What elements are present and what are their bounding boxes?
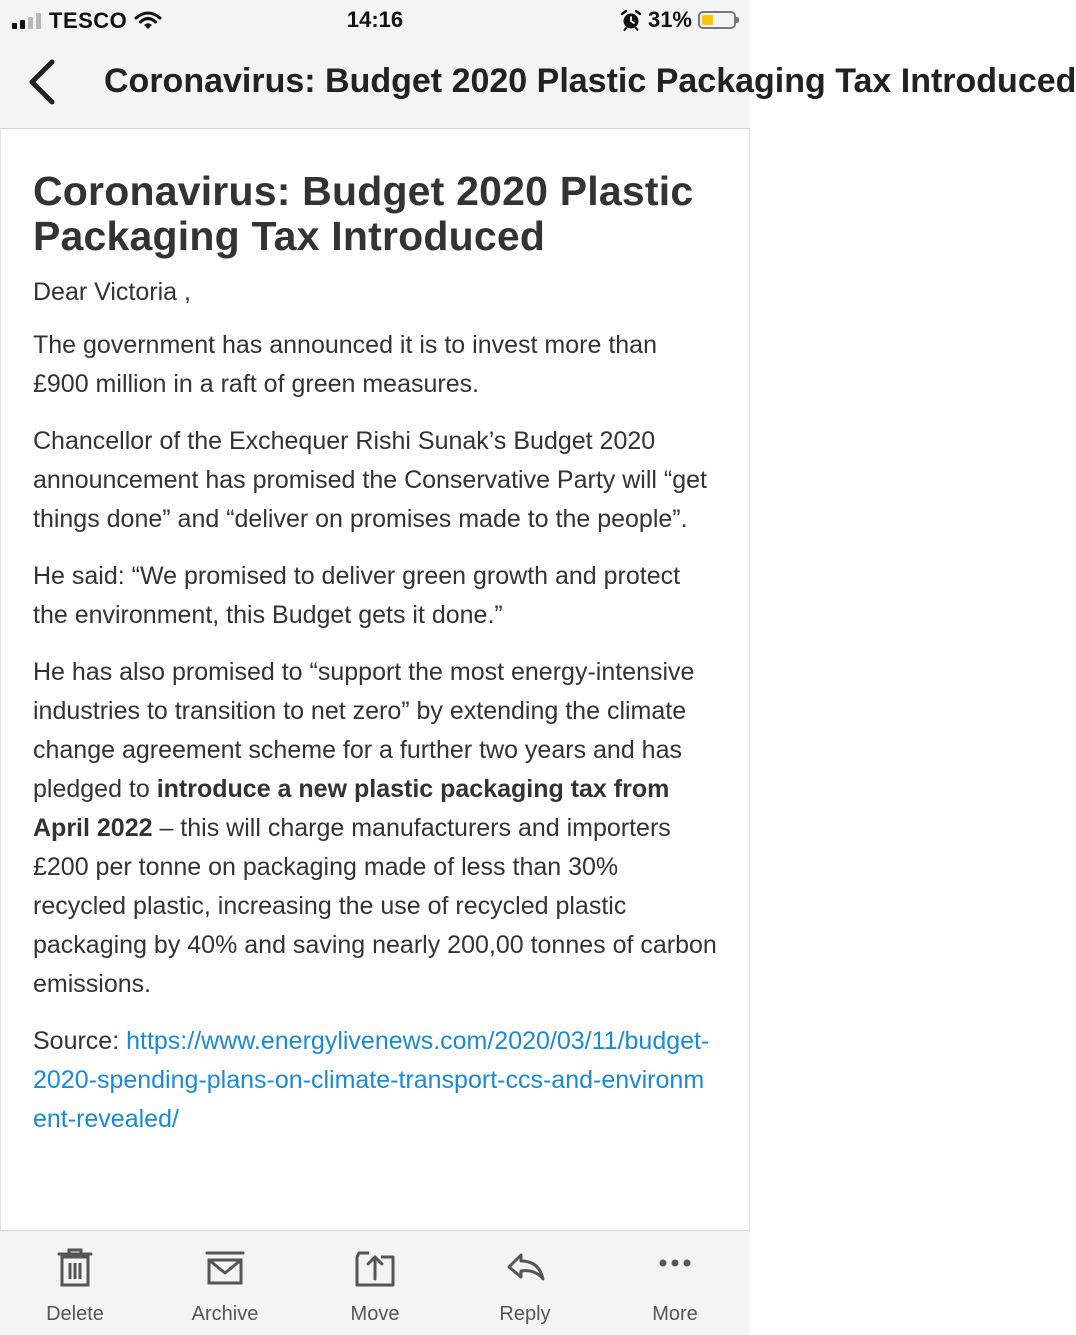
content-border-left bbox=[0, 129, 1, 1230]
more-label: More bbox=[652, 1303, 698, 1325]
move-label: Move bbox=[350, 1303, 400, 1325]
carrier-name: TESCO bbox=[49, 8, 128, 33]
source-link[interactable]: https://www.energylivenews.com/2020/03/11/budget-2020-spending-plans-on-climate-transport-ccs-and-environment-revealed/ bbox=[33, 1027, 710, 1133]
move-button[interactable] bbox=[305, 1245, 445, 1326]
content-border-right bbox=[749, 129, 750, 1230]
trash-icon bbox=[53, 1245, 97, 1289]
paragraph-1: The government has announced it is to invest more than £900 million in a raft of green measures. bbox=[33, 331, 657, 398]
email-body[interactable] bbox=[0, 129, 750, 1230]
bottom-toolbar bbox=[0, 1230, 750, 1335]
paragraph-4 bbox=[33, 653, 718, 1004]
nav-bar bbox=[0, 40, 1076, 129]
status-time: 14:16 bbox=[346, 7, 404, 32]
delete-label: Delete bbox=[46, 1303, 104, 1325]
battery-percent: 31% bbox=[647, 7, 692, 32]
article-title: Coronavirus: Budget 2020 Plastic Packaging Tax Introduced bbox=[33, 168, 694, 259]
greeting: Dear Victoria , bbox=[33, 278, 191, 306]
move-icon bbox=[353, 1245, 397, 1289]
archive-icon bbox=[203, 1245, 247, 1289]
alarm-icon bbox=[620, 9, 642, 31]
more-button[interactable] bbox=[605, 1245, 745, 1326]
paragraph-4-start: He has also promised to “support the most energy-intensive industries to transition to net zero” by extending the climate change agreement scheme for a further two years and has pledged to bbox=[33, 658, 695, 803]
paragraph-4-bold: introduce a new plastic packaging tax from April 2022 bbox=[33, 775, 670, 842]
battery-fill bbox=[702, 15, 713, 25]
source-paragraph bbox=[33, 1022, 718, 1139]
chevron-left-icon[interactable] bbox=[22, 54, 66, 110]
reply-button[interactable] bbox=[455, 1245, 595, 1326]
status-right bbox=[620, 7, 736, 33]
paragraph-2: Chancellor of the Exchequer Rishi Sunak’s Budget 2020 announcement has promised the Conservative Party will “get things done” and “deliver on promises made to the people”. bbox=[33, 427, 707, 533]
paragraph-4-end: – this will charge manufacturers and importers £200 per tonne on packaging made of less than 30% recycled plastic, increasing the use of recycled plastic packaging by 40% and saving nearly 200,00 tonnes of carbon emissions. bbox=[33, 814, 717, 998]
battery-icon bbox=[698, 11, 736, 29]
source-label: Source: bbox=[33, 1027, 127, 1055]
more-icon bbox=[653, 1245, 697, 1289]
reply-icon bbox=[503, 1245, 547, 1289]
reply-label: Reply bbox=[499, 1303, 551, 1325]
nav-title: Coronavirus: Budget 2020 Plastic Packaging Tax Introduced bbox=[104, 62, 1076, 100]
archive-label: Archive bbox=[191, 1303, 259, 1325]
archive-button[interactable] bbox=[155, 1245, 295, 1326]
paragraph-3: He said: “We promised to deliver green growth and protect the environment, this Budget gets it done.” bbox=[33, 562, 681, 629]
delete-button[interactable] bbox=[5, 1245, 145, 1326]
status-bar bbox=[0, 0, 750, 40]
